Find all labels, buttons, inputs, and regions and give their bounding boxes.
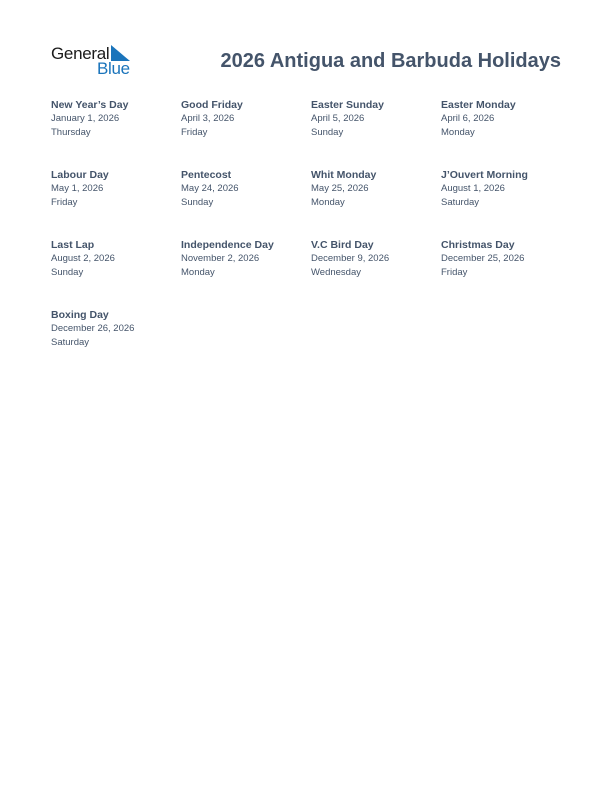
holiday-item xyxy=(51,98,181,168)
holiday-item xyxy=(441,168,571,238)
holiday-weekday: Saturday xyxy=(51,336,90,348)
holiday-name: V.C Bird Day xyxy=(311,239,374,251)
holiday-weekday: Monday xyxy=(311,196,345,208)
holiday-name: Labour Day xyxy=(51,169,109,181)
holiday-weekday: Sunday xyxy=(51,266,84,278)
holiday-item xyxy=(181,168,311,238)
holiday-date: December 25, 2026 xyxy=(441,253,525,264)
holiday-weekday: Monday xyxy=(181,266,215,278)
logo-word-blue: Blue xyxy=(97,59,130,78)
holiday-weekday: Friday xyxy=(181,126,208,138)
holiday-date: January 1, 2026 xyxy=(51,113,120,124)
holiday-weekday: Saturday xyxy=(441,196,480,208)
holiday-name: New Year’s Day xyxy=(51,99,129,111)
holiday-name: Good Friday xyxy=(181,99,243,111)
logo-word-general: General xyxy=(51,44,110,63)
holiday-item xyxy=(51,168,181,238)
holiday-name: J’Ouvert Morning xyxy=(441,169,528,181)
holiday-name: Easter Sunday xyxy=(311,99,384,111)
holiday-name: Christmas Day xyxy=(441,239,515,251)
holiday-name: Pentecost xyxy=(181,169,232,181)
holiday-date: May 1, 2026 xyxy=(51,183,104,194)
generalblue-logo xyxy=(51,44,141,78)
holiday-grid xyxy=(51,98,571,378)
holiday-item xyxy=(311,98,441,168)
holiday-date: April 5, 2026 xyxy=(311,113,365,124)
holiday-weekday: Wednesday xyxy=(311,266,361,278)
holiday-date: April 3, 2026 xyxy=(181,113,235,124)
holiday-date: May 25, 2026 xyxy=(311,183,369,194)
holiday-date: April 6, 2026 xyxy=(441,113,495,124)
holiday-name: Boxing Day xyxy=(51,309,109,321)
holiday-item xyxy=(441,238,571,308)
holiday-date: December 9, 2026 xyxy=(311,253,390,264)
holiday-weekday: Sunday xyxy=(181,196,214,208)
holiday-name: Independence Day xyxy=(181,239,274,251)
holiday-date: August 2, 2026 xyxy=(51,253,115,264)
holiday-weekday: Friday xyxy=(51,196,78,208)
holiday-date: May 24, 2026 xyxy=(181,183,239,194)
holiday-name: Whit Monday xyxy=(311,169,377,181)
holiday-name: Easter Monday xyxy=(441,99,516,111)
page-title: 2026 Antigua and Barbuda Holidays xyxy=(220,50,561,72)
holiday-weekday: Monday xyxy=(441,126,475,138)
holiday-weekday: Friday xyxy=(441,266,468,278)
holiday-weekday: Sunday xyxy=(311,126,344,138)
holiday-date: August 1, 2026 xyxy=(441,183,505,194)
holiday-item xyxy=(181,238,311,308)
holiday-date: December 26, 2026 xyxy=(51,323,135,334)
holiday-item xyxy=(51,308,181,378)
holiday-date: November 2, 2026 xyxy=(181,253,260,264)
holiday-item xyxy=(311,238,441,308)
holiday-item xyxy=(441,98,571,168)
holiday-item xyxy=(181,98,311,168)
holiday-item xyxy=(311,168,441,238)
holiday-item xyxy=(51,238,181,308)
holiday-weekday: Thursday xyxy=(51,126,91,138)
holiday-name: Last Lap xyxy=(51,239,95,251)
